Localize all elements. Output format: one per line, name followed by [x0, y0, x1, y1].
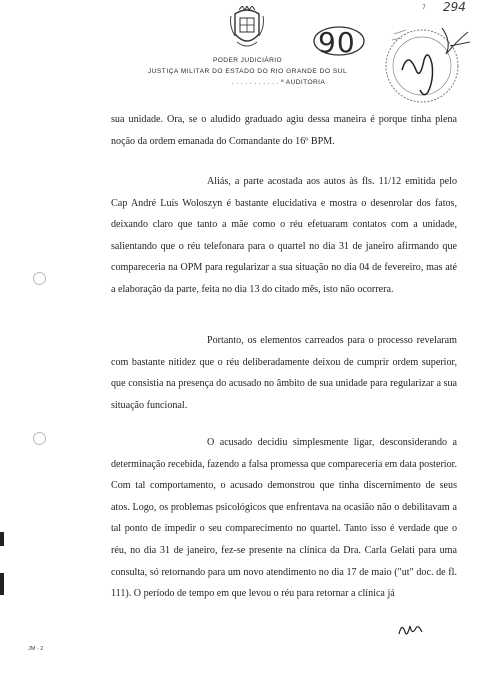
top-page-number: 294 [443, 0, 466, 14]
handwritten-page-number: 90 [318, 26, 356, 59]
header-court-name: PODER JUDICIÁRIO [212, 57, 283, 64]
header-court-subtitle: JUSTIÇA MILITAR DO ESTADO DO RIO GRANDE DO SUL [147, 68, 348, 75]
paragraph-3: Portanto, os elementos carreados para o processo revelaram com bastante nitidez que o réu deliberadamente deixou de cumprir ordem superior, que consistia na presença do acusado no âmbito de sua unidade para regularizar a sua situação funcional. [111, 335, 457, 411]
paragraph-2: Aliás, a parte acostada aos autos às fls. 11/12 emitida pelo Cap André Luís Woloszyn é bastante elucidativa e mostra o desenrolar dos fatos, deixando claro que tanto a mãe como o réu efetuaram contatos com a unidade, salientando que o réu telefonara para o quartel no dia 31 de janeiro afirmando que compareceria na OPM para regularizar a sua situação no dia 04 de fevereiro, mas até a elaboração da parte, feita no dia 13 do citado mês, isto não ocorrera. [111, 176, 457, 295]
coat-of-arms-icon [229, 6, 265, 50]
page-number-circle [311, 24, 367, 58]
punch-hole [33, 272, 46, 285]
official-stamp-icon [372, 20, 476, 110]
scan-margin-mark [0, 573, 4, 595]
scan-margin-mark [0, 532, 4, 546]
header-auditoria: . . . . . . . . . . . ª AUDITORIA [232, 79, 326, 86]
paragraph-4: O acusado decidiu simplesmente ligar, desconsiderando a determinação recebida, fazendo a falsa promessa que compareceria em data posterior. Com tal comportamento, o acusado demonstrou que tinha discernimento de seus atos. Logo, os problemas psicológicos que enfrentava na ocasião não o debilitavam a tal ponto de impedir o seu comparecimento no quartel. Tanto isso é verdade que o réu, no dia 31 de janeiro, fez-se presente na clínica da Dra. Carla Gelati para uma consulta, só retornando para um novo atendimento no dia 17 de maio ("ut" doc. de fl. 111). O período de tempo em que levou o réu para retornar a clínica já [111, 437, 457, 600]
initials-signature-icon [396, 620, 426, 640]
small-page-mark: 7 [422, 4, 426, 11]
footer-code: JM - 2 [28, 646, 44, 652]
paragraph-1: sua unidade. Ora, se o aludido graduado agiu dessa maneira é porque tinha plena noção da ordem emanada do Comandante do 16º BPM. [111, 114, 457, 147]
punch-hole [33, 432, 46, 445]
